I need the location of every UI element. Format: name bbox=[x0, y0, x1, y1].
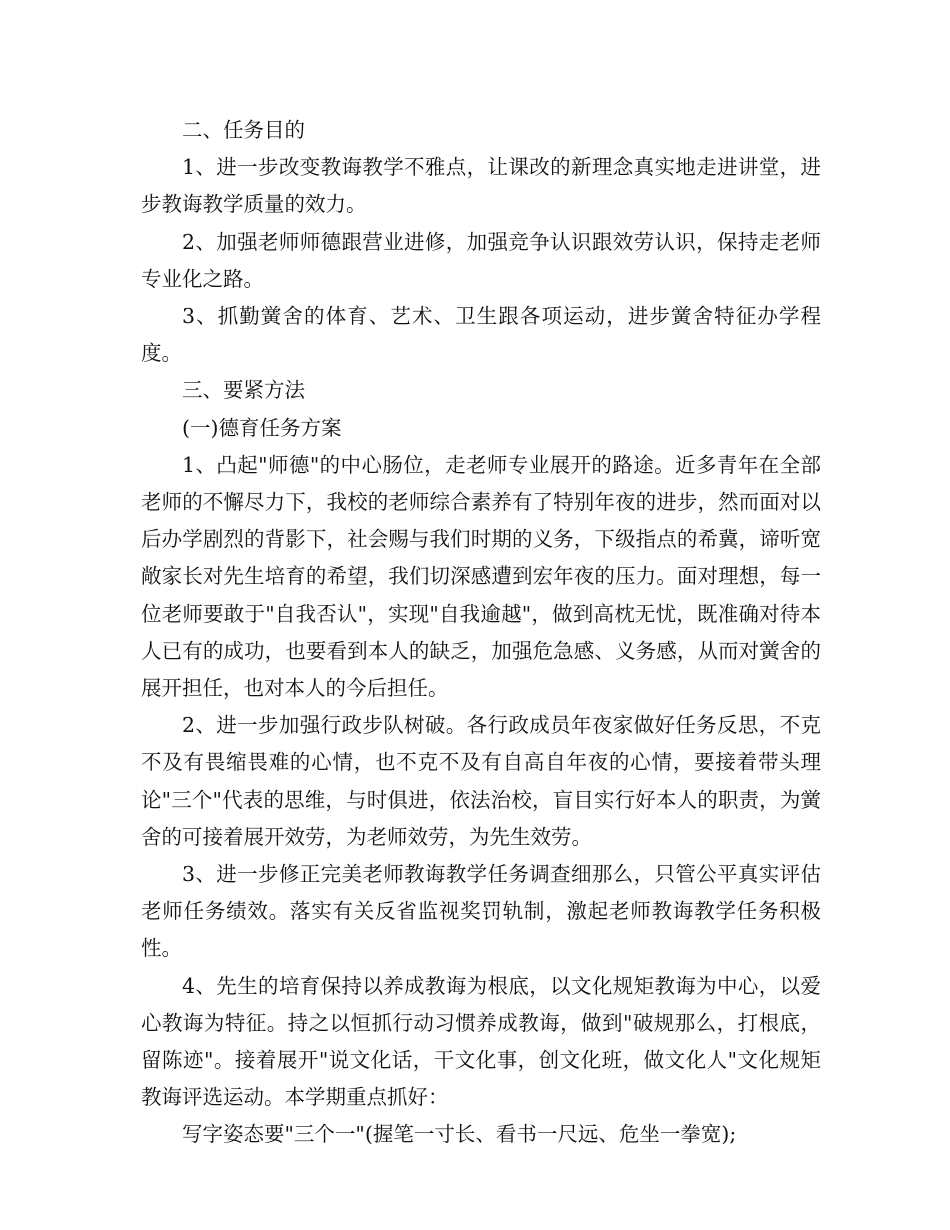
writing-posture-line: 写字姿态要"三个一"(握笔一寸长、看书一尺远、危坐一拳宽); bbox=[182, 1122, 737, 1147]
method-paragraph-4: 4、先生的培育保持以养成教诲为根底，以文化规矩教诲为中心，以爱心教诲为特征。持之以恒抓行动习惯养成教诲，做到"破规那么，打根底，留陈迹"。接着展开"说文化话，干文化事，创文化班，做文化人"文化规矩教诲评选运动。本学期重点抓好： bbox=[141, 973, 821, 1110]
goal-paragraph-3: 3、抓勤黉舍的体育、艺术、卫生跟各项运动，进步黉舍特征办学程度。 bbox=[141, 304, 821, 366]
goal-paragraph-2: 2、加强老师师德跟营业进修，加强竞争认识跟效劳认识，保持走老师专业化之路。 bbox=[141, 229, 821, 291]
goal-paragraph-1: 1、进一步改变教诲教学不雅点，让课改的新理念真实地走进讲堂，进步教诲教学质量的效力。 bbox=[141, 155, 821, 217]
document-page bbox=[141, 112, 821, 1154]
method-paragraph-2: 2、进一步加强行政步队树破。各行政成员年夜家做好任务反思，不克不及有畏缩畏难的心情，也不克不及有自高自年夜的心情，要接着带头理论"三个"代表的思维，与时俱进，依法治校，盲目实行好本人的职责，为黉舍的可接着展开效劳，为老师效劳，为先生效劳。 bbox=[141, 713, 821, 849]
section-heading-main-methods: 三、要紧方法 bbox=[182, 378, 305, 403]
subsection-heading-moral-education: (一)德育任务方案 bbox=[182, 415, 342, 440]
section-heading-task-goals: 二、任务目的 bbox=[182, 118, 305, 142]
method-paragraph-3: 3、进一步修正完美老师教诲教学任务调查细那么，只管公平真实评估老师任务绩效。落实有关反省监视奖罚轨制，激起老师教诲教学任务积极性。 bbox=[141, 862, 821, 961]
method-paragraph-1: 1、凸起"师德"的中心肠位，走老师专业展开的路途。近多青年在全部老师的不懈尽力下，我校的老师综合素养有了特别年夜的进步，然而面对以后办学剧烈的背影下，社会赐与我们时期的义务，下级指点的希冀，谛听宽敞家长对先生培育的希望，我们切深感遭到宏年夜的压力。面对理想，每一位老师要敢于"自我否认"，实现"自我逾越"，做到高枕无忧，既准确对待本人已有的成功，也要看到本人的缺乏，加强危急感、义务感，从而对黉舍的展开担任，也对本人的今后担任。 bbox=[141, 452, 821, 701]
